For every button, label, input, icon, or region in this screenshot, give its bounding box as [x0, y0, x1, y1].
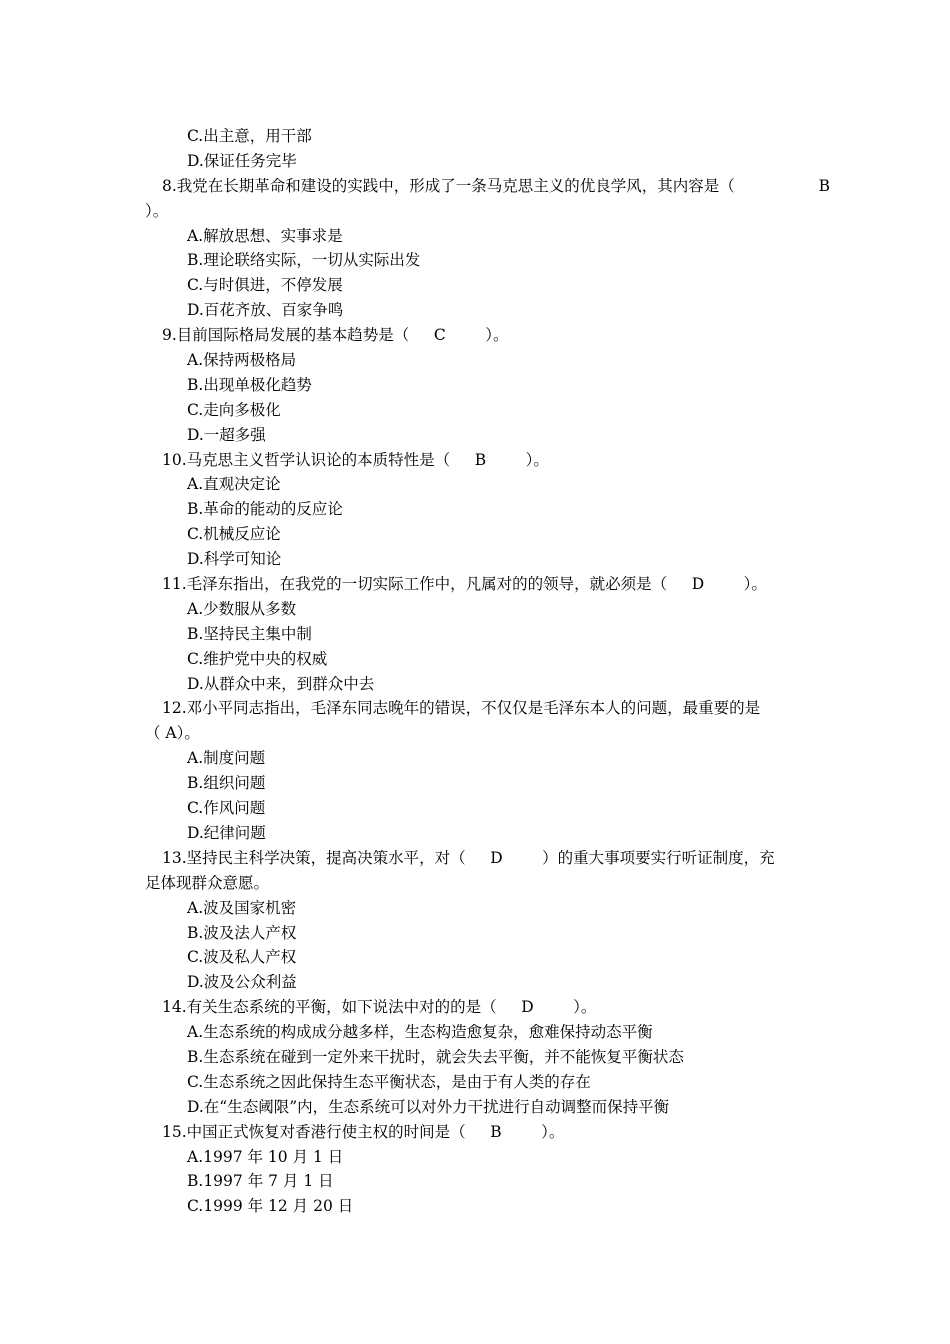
question-stem: 13.坚持民主科学决策，提高决策水平，对（ D ）的重大事项要实行听证制度，充 — [162, 848, 775, 867]
option-text: C.生态系统之因此保持生态平衡状态，是由于有人类的存在 — [187, 1072, 591, 1091]
option-text: B.革命的能动的反应论 — [187, 500, 343, 519]
option-text: B.1997 年 7 月 1 日 — [187, 1172, 334, 1191]
question-stem: 12.邓小平同志指出，毛泽东同志晚年的错误，不仅仅是毛泽东本人的问题，最重要的是 — [162, 699, 761, 718]
option-text: A.生态系统的构成成分越多样，生态构造愈复杂，愈难保持动态平衡 — [187, 1023, 653, 1042]
option-text: D.百花齐放、百家争鸣 — [187, 301, 344, 320]
option-text: A.少数服从多数 — [187, 599, 297, 618]
option-text: B.生态系统在碰到一定外来干扰时，就会失去平衡，并不能恢复平衡状态 — [187, 1047, 684, 1066]
option-text: A.制度问题 — [187, 749, 266, 768]
option-text: B.组织问题 — [187, 774, 266, 793]
question-stem: 15.中国正式恢复对香港行使主权的时间是（ B ）。 — [162, 1122, 565, 1141]
option-text: C.出主意，用干部 — [187, 127, 312, 145]
option-text: D.科学可知论 — [187, 550, 282, 569]
option-text: C.维护党中央的权威 — [187, 649, 328, 668]
option-text: C.作风问题 — [187, 799, 266, 818]
question-list — [145, 124, 830, 1219]
option-text: A.波及国家机密 — [187, 898, 297, 917]
option-text: D.一超多强 — [187, 425, 266, 444]
option-text: C.1999 年 12 月 20 日 — [187, 1197, 354, 1216]
question-stem-continuation: 足体现群众意愿。 — [145, 873, 270, 892]
question-stem: 10.马克思主义哲学认识论的本质特性是（ B ）。 — [162, 450, 549, 469]
option-text: B.出现单极化趋势 — [187, 375, 312, 394]
option-text: D.波及公众利益 — [187, 973, 297, 992]
question-stem-text: 8.我党在长期革命和建设的实践中，形成了一条马克思主义的优良学风，其内容是（ — [162, 176, 735, 195]
option-text: D.纪律问题 — [187, 823, 266, 842]
option-text: C.与时俱进，不停发展 — [187, 276, 343, 295]
option-text: C.机械反应论 — [187, 525, 281, 544]
option-text: D.在“生态阈限”内，生态系统可以对外力干扰进行自动调整而保持平衡 — [187, 1097, 670, 1116]
option-text: D.从群众中来，到群众中去 — [187, 674, 375, 693]
option-text: A.解放思想、实事求是 — [187, 226, 343, 245]
question-stem: 11.毛泽东指出，在我党的一切实际工作中，凡属对的的领导，就必须是（ D ）。 — [162, 575, 767, 594]
option-text: A.1997 年 10 月 1 日 — [187, 1147, 344, 1166]
question-stem — [145, 174, 830, 199]
question-stem-continuation: ）。 — [145, 201, 169, 220]
option-text: C.走向多极化 — [187, 400, 281, 419]
question-stem: 9.目前国际格局发展的基本趋势是（ C ）。 — [162, 326, 509, 345]
option-text: C.波及私人产权 — [187, 948, 297, 967]
option-text: B.波及法人产权 — [187, 923, 297, 942]
option-text: A.保持两极格局 — [187, 351, 297, 370]
question-stem: 14.有关生态系统的平衡，如下说法中对的的是（ D ）。 — [162, 998, 597, 1017]
question-answer: B — [818, 176, 830, 195]
option-text: D.保证任务完毕 — [187, 151, 297, 170]
option-text: A.直观决定论 — [187, 475, 281, 494]
question-stem-continuation: （ A）。 — [145, 724, 200, 743]
option-text: B.理论联络实际，一切从实际出发 — [187, 251, 421, 270]
option-text: B.坚持民主集中制 — [187, 624, 312, 643]
